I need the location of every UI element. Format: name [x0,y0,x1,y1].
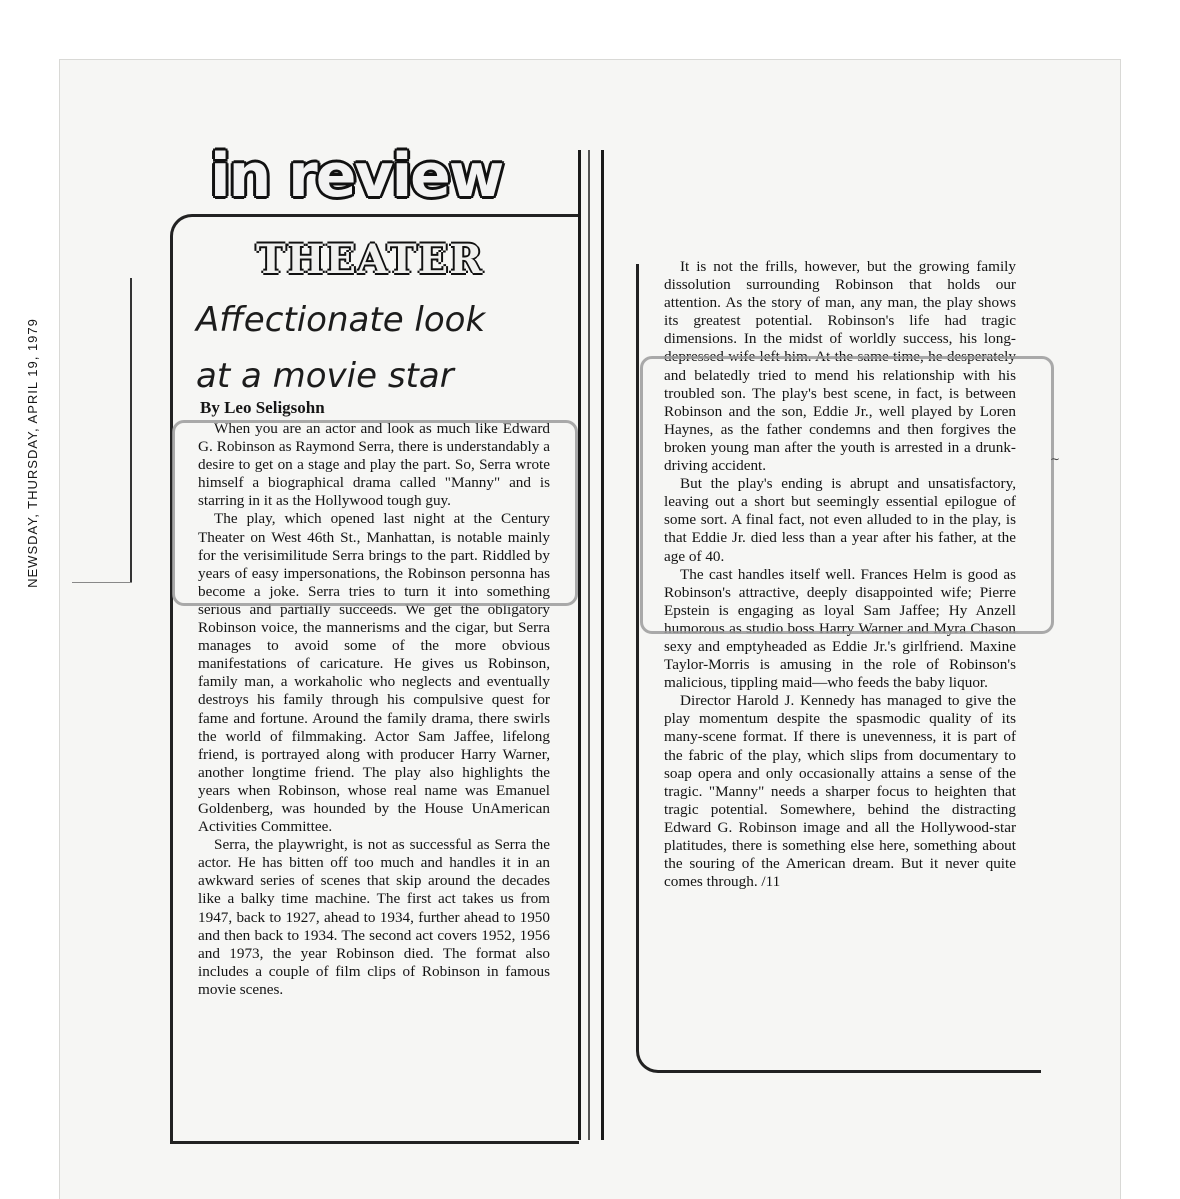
dateline-rule-bottom [72,582,132,583]
paragraph: The play, which opened last night at the Century Theater on West 46th St., Manhattan, is notable mainly for the verisimilitude Serra brings to the part. Riddled by years of easy impersonations, the Robinson personna has become a joke. Serra tries to turn it into something serious and partially succeeds. We get the obligatory Robinson voice, the mannerisms and the cigar, but Serra manages to avoid some of the more obvious manifestations of caricature. He gives us Robinson, family man, a workaholic who neglects and eventually destroys his family through his compulsive quest for fame and fortune. Around the family drama, there swirls the world of filmmaking. Actor Sam Jaffee, lifelong friend, is portrayed along with producer Harry Warner, another longtime friend. The play also highlights the years when Robinson, whose real name was Emanuel Goldenberg, was hounded by the House UnAmerican Activities Committee. [198,510,550,836]
headline-line-1: Affectionate look [196,300,486,340]
section-heading: in review [210,141,503,211]
column-divider [578,150,604,1140]
paragraph: It is not the frills, however, but the growing family dissolution surrounding Robinson that holds our attention. As the story of man, any man, the play shows its greatest potential. Robinson's life had tragic dimensions. In the midst of worldly success, his long-depressed wife left him. At the same time, he desperately and belatedly tried to mend his relationship with his troubled son. The play's best scene, in fact, is between Robinson and the son, Eddie Jr., well played by Loren Haynes, as the father condemns and then forgives the broken young man after the youth is arrested in a drunk-driving accident. [664,258,1016,475]
paragraph: The cast handles itself well. Frances Helm is good as Robinson's attractive, deeply disappointed wife; Pierre Epstein is engaging as loyal Sam Jaffee; Hy Anzell humorous as studio boss Harry Warner and Myra Chason sexy and emptyheaded as Eddie Jr.'s girlfriend. Maxine Taylor-Morris is amusing in the role of Robinson's malicious, tippling maid—who feeds the baby liquor. [664,565,1016,692]
paragraph: Director Harold J. Kennedy has managed to give the play momentum despite the spasmodic quality of its many-scene format. If there is unevenness, it is part of the fabric of the play, which slips from documentary to soap opera and only occasionally attains a sense of the tragic. "Manny" needs a sharper focus to heighten that tragic potential. Somewhere, behind the distracting Edward G. Robinson image and all the Hollywood-star platitudes, there is something else here, something about the souring of the American dream. But it never quite comes through. /11 [664,692,1016,891]
dateline: NEWSDAY, THURSDAY, APRIL 19, 1979 [25,318,40,588]
right-article-body [664,258,1016,891]
paragraph: Serra, the playwright, is not as successful as Serra the actor. He has bitten off too much and handles it in an awkward series of scenes that skip around the decades like a balky time machine. The first act takes us from 1947, back to 1927, ahead to 1934, further ahead to 1950 and then back to 1934. The second act covers 1952, 1956 and 1973, the year Robinson died. The format also includes a couple of film clips of Robinson in famous movie scenes. [198,836,550,998]
byline: By Leo Seligsohn [200,398,325,417]
paragraph: When you are an actor and look as much like Edward G. Robinson as Raymond Serra, there is understandably a desire to get on a stage and play the part. So, Serra wrote himself a biographical drama called "Manny" and is starring in it as the Hollywood tough guy. [198,420,550,510]
dateline-rule [130,278,132,583]
paragraph: But the play's ending is abrupt and unsatisfactory, leaving out a short but seemingly essential epilogue of some sort. A final fact, not even alluded to in the play, is that Eddie Jr. died less than a year after his father, at the age of 40. [664,475,1016,565]
stray-pen-mark: ∼ [1050,452,1061,466]
section-kicker: THEATER [256,236,484,283]
headline-line-2: at a movie star [196,356,454,396]
headline [196,292,556,404]
left-article-body [198,420,550,999]
